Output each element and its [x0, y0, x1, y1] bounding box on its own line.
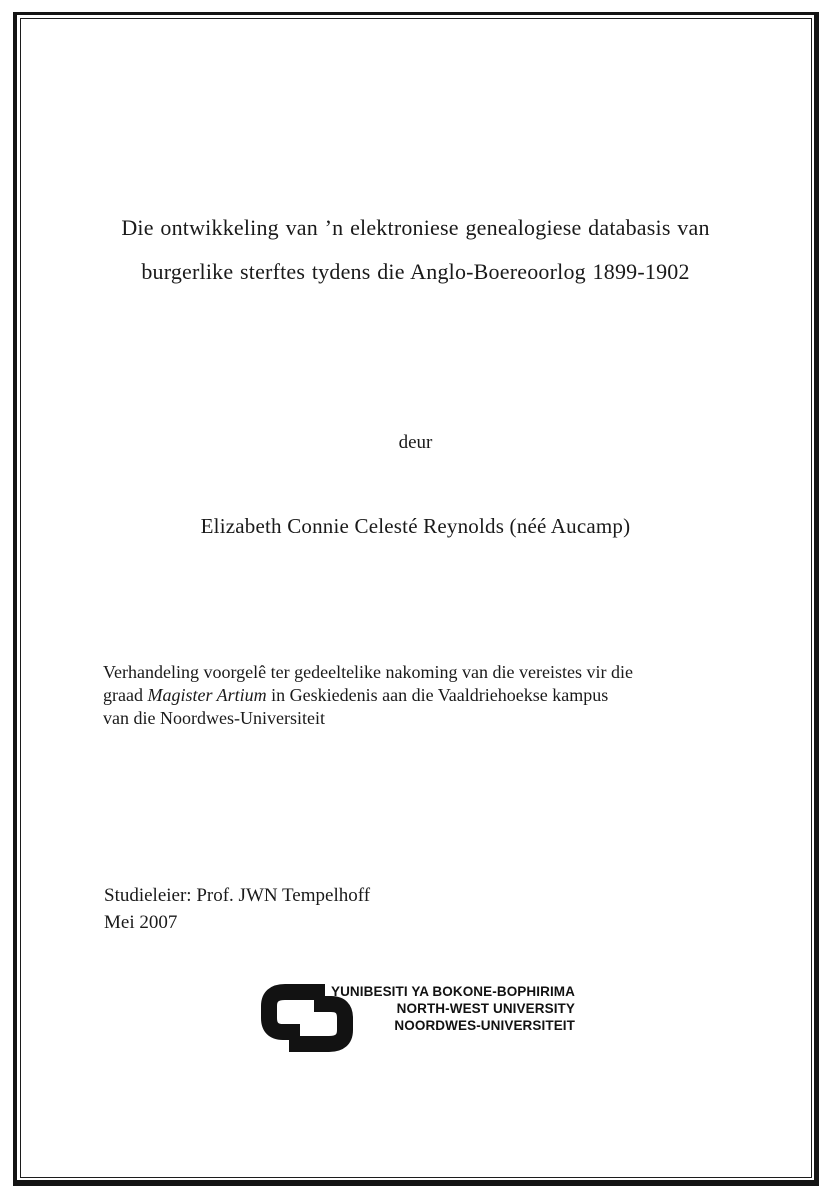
submission-statement-line2: [103, 684, 737, 707]
date-line: Mei 2007: [104, 912, 178, 933]
byline-deur: deur: [398, 432, 433, 453]
submission-statement-line1-text: Verhandeling voorgelê ter gedeeltelike nakoming van die vereistes vir die: [103, 662, 633, 682]
supervisor-and-date: [104, 882, 370, 936]
thesis-title: [60, 206, 771, 294]
submission-statement-line2-pre: graad: [103, 685, 148, 705]
submission-statement-line1: [103, 661, 737, 684]
university-logo: [257, 979, 587, 1061]
university-logo-text: [321, 983, 575, 1034]
submission-statement: [103, 661, 737, 730]
submission-statement-line2-post: in Geskiedenis aan die Vaaldriehoekse kampus: [266, 685, 609, 705]
thesis-title-line2: burgerlike sterftes tydens die Anglo-Boereoorlog 1899-1902: [141, 259, 690, 284]
logo-text-afrikaans: NOORDWES-UNIVERSITEIT: [394, 1018, 575, 1033]
thesis-title-line1: Die ontwikkeling van ’n elektroniese genealogiese databasis van: [121, 215, 710, 240]
degree-name-italic: Magister Artium: [147, 685, 267, 705]
supervisor-line: Studieleier: Prof. JWN Tempelhoff: [104, 885, 371, 906]
logo-text-english: NORTH-WEST UNIVERSITY: [396, 1001, 575, 1016]
logo-text-setswana: YUNIBESITI YA BOKONE-BOPHIRIMA: [330, 984, 575, 999]
submission-statement-line3: van die Noordwes-Universiteit: [103, 708, 325, 728]
author-name: Elizabeth Connie Celesté Reynolds (néé Aucamp): [200, 514, 631, 538]
